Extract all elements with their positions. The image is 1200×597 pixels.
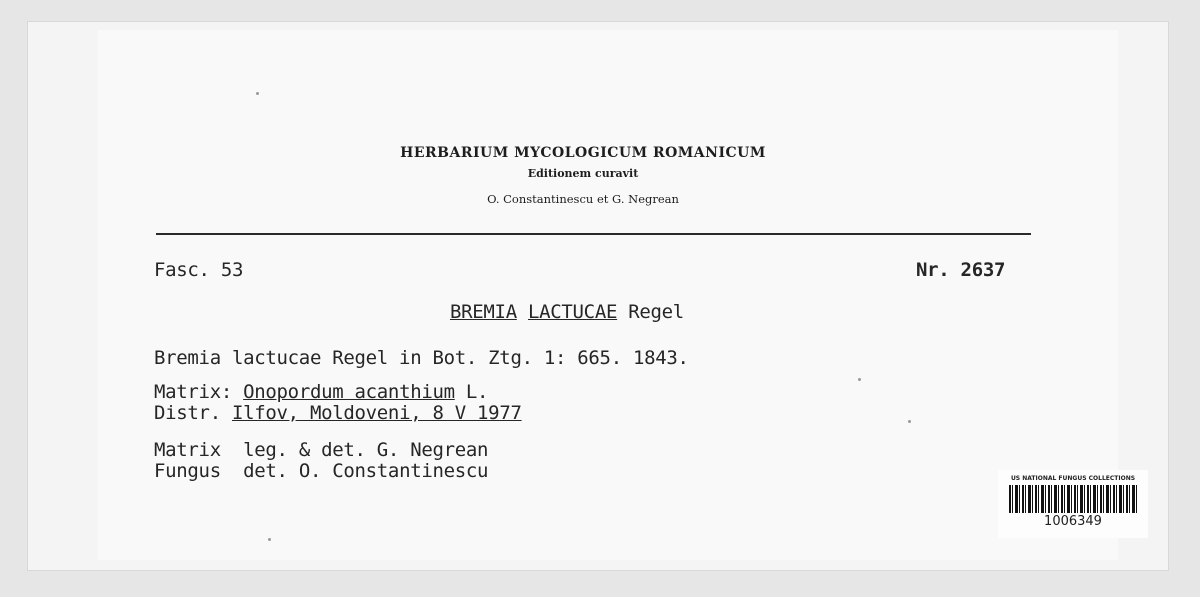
- matrix-leg-label: Matrix: [154, 439, 221, 461]
- barcode-caption: US NATIONAL FUNGUS COLLECTIONS: [1010, 475, 1136, 482]
- editor-subtitle: Editionem curavit: [527, 167, 639, 180]
- matrix-line: [154, 381, 488, 403]
- distribution-line: [154, 402, 522, 424]
- paper-speck: [268, 538, 271, 541]
- barcode-number: 1006349: [1044, 514, 1102, 529]
- specimen-label: [98, 30, 1136, 560]
- fungus-det-value: det. O. Constantinescu: [243, 460, 489, 482]
- herbarium-sheet: [28, 22, 1168, 570]
- paper-speck: [908, 420, 911, 423]
- species-citation: Bremia lactucae Regel in Bot. Ztg. 1: 665. 1843.: [154, 347, 689, 369]
- paper-speck: [858, 378, 861, 381]
- matrix-collector-line: [154, 439, 488, 461]
- herbarium-title: HERBARIUM MYCOLOGICUM ROMANICUM: [400, 145, 766, 161]
- matrix-author: L.: [465, 381, 489, 403]
- paper-speck: [256, 92, 259, 95]
- matrix-name: Onopordum acanthium: [243, 381, 455, 403]
- fungus-det-label: Fungus: [154, 460, 221, 482]
- species-genus: BREMIA: [450, 301, 517, 323]
- matrix-label: Matrix:: [154, 381, 232, 403]
- specimen-number: Nr. 2637: [916, 259, 1006, 281]
- distribution-value: Ilfov, Moldoveni, 8 V 1977: [231, 402, 522, 424]
- label-header: [98, 145, 1118, 206]
- species-author: Regel: [628, 301, 684, 323]
- fascicle-number: Fasc. 53: [154, 259, 244, 281]
- barcode-label: [998, 470, 1148, 538]
- species-epithet: LACTUCAE: [527, 301, 618, 323]
- barcode-bars: [1009, 485, 1137, 513]
- matrix-leg-value: leg. & det. G. Negrean: [243, 439, 489, 461]
- distribution-label: Distr.: [154, 402, 221, 424]
- editor-authors: O. Constantinescu et G. Negrean: [487, 192, 679, 206]
- species-name: [450, 301, 684, 323]
- fungus-determiner-line: [154, 460, 488, 482]
- header-divider: [156, 233, 1031, 235]
